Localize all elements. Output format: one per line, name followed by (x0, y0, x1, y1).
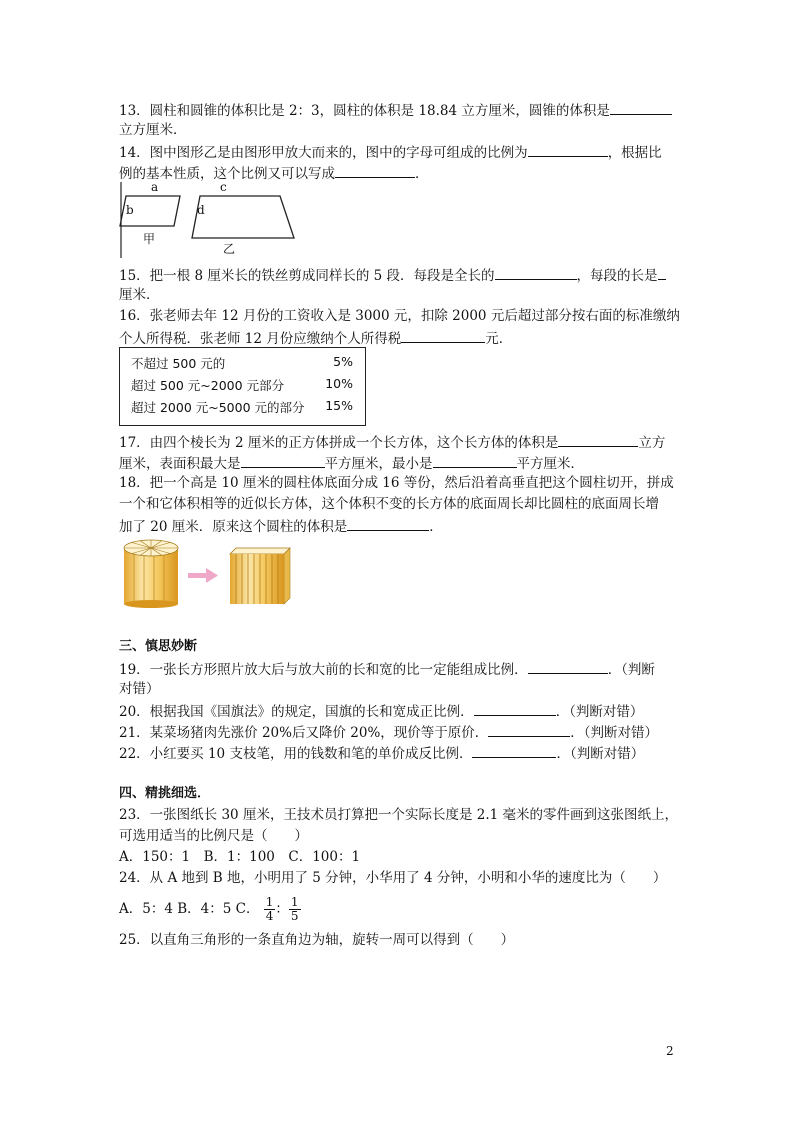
cylinder-icon (124, 540, 178, 608)
q22-line: 22．小红要买 10 支枝笔，用的钱数和笔的单价成反比例． ．（判断对错） (119, 743, 644, 763)
q14-figure (118, 180, 318, 260)
q16-tax-blank[interactable] (401, 328, 485, 343)
fraction-one-quarter: $\frac{1}{4}$ (265, 895, 274, 923)
q15-line1: 15．把一根 8 厘米长的铁丝剪成同样长的 5 段．每段是全长的 ，每段的长是 (119, 265, 666, 285)
q17-max-area-blank[interactable] (241, 453, 325, 468)
label-d: d (197, 203, 205, 217)
q14-line2: 例的基本性质，这个比例又可以写成 ． (119, 163, 429, 183)
q25-line1: 25．以直角三角形的一条直角边为轴，旋转一周可以得到（ ） (119, 932, 515, 948)
q15-length-blank[interactable] (658, 265, 666, 280)
q17-line1: 17．由四个棱长为 2 厘米的正方体拼成一个长方体，这个长方体的体积是 立方 (119, 432, 665, 452)
q23-options: A．150：1 B．1：100 C．100：1 (119, 849, 361, 865)
section-4-title: 四、精挑细选． (119, 786, 211, 801)
q20-line: 20．根据我国《国旗法》的规定，国旗的长和宽成正比例． ．（判断对错） (119, 701, 643, 721)
label-jia: 甲 (143, 232, 156, 246)
q21-judge-blank[interactable] (488, 722, 570, 737)
tax-row: 超过 2000 元~5000 元的部分 15% (131, 398, 353, 415)
fraction-one-fifth: $\frac{1}{5}$ (290, 895, 299, 923)
q16-line1: 16．张老师去年 12 月份的工资收入是 3000 元，扣除 2000 元后超过部分按右面的标准缴纳 (119, 308, 680, 324)
q19-judge-blank[interactable] (528, 659, 608, 674)
q15-fraction-blank[interactable] (495, 265, 577, 280)
cuboid-icon (230, 548, 290, 604)
label-c: c (220, 180, 227, 194)
label-yi: 乙 (223, 242, 236, 256)
q19-line1: 19．一张长方形照片放大后与放大前的长和宽的比一定能组成比例． ．（判断 (119, 659, 655, 679)
q13-answer-blank[interactable] (610, 100, 672, 115)
q18-line2: 一个和它体积相等的近似长方体，这个体积不变的长方体的底面周长却比圆柱的底面周长增 (119, 496, 659, 512)
q14-rewrite-blank[interactable] (335, 163, 415, 178)
q15-line2: 厘米． (119, 287, 160, 303)
q17-min-area-blank[interactable] (433, 453, 517, 468)
q22-judge-blank[interactable] (472, 743, 556, 758)
q17-volume-blank[interactable] (558, 432, 638, 447)
q20-judge-blank[interactable] (474, 701, 556, 716)
label-b: b (126, 203, 134, 217)
right-arrow-icon (188, 568, 218, 583)
q13-line1: 13．圆柱和圆锥的体积比是 2：3，圆柱的体积是 18.84 立方厘米，圆锥的体积是 (119, 100, 672, 120)
q19-line2: 对错） (119, 681, 160, 697)
tax-rate-table (119, 347, 366, 426)
q14-line1: 14．图中图形乙是由图形甲放大而来的，图中的字母可组成的比例为 ，根据比 (119, 142, 662, 162)
q16-line2: 个人所得税．张老师 12 月份应缴纳个人所得税 元． (119, 328, 512, 348)
q23-line1: 23．一张图纸长 30 厘米，王技术员打算把一个实际长度是 2.1 毫米的零件画到这张图纸上， (119, 807, 678, 823)
q18-volume-blank[interactable] (347, 516, 429, 531)
tax-row: 超过 500 元~2000 元部分 10% (131, 376, 353, 393)
q18-line3: 加了 20 厘米．原来这个圆柱的体积是 ． (119, 516, 443, 536)
q13-line2: 立方厘米． (119, 122, 187, 138)
cylinder-to-cuboid-figure (118, 536, 298, 610)
tax-row: 不超过 500 元的 5% (131, 354, 353, 371)
q23-line2: 可选用适当的比例尺是（ ） (119, 828, 308, 844)
q21-line: 21．某菜场猪肉先涨价 20%后又降价 20%，现价等于原价． ．（判断对错） (119, 722, 658, 742)
q24-line1: 24．从 A 地到 B 地，小明用了 5 分钟，小华用了 4 分钟，小明和小华的速度比为（ ） (119, 870, 667, 886)
q18-line1: 18．把一个高是 10 厘米的圆柱体底面分成 16 等份，然后沿着高垂直把这个圆柱切开，拼成 (119, 475, 674, 491)
q14-proportion-blank[interactable] (528, 142, 608, 157)
q17-line2: 厘米，表面积最大是 平方厘米，最小是 平方厘米． (119, 453, 584, 473)
label-a: a (151, 180, 159, 194)
q24-options: A．5：4 B．4：5 C． $\frac{1}{4}$ ： $\frac{1}{5}$ (119, 895, 299, 923)
shape-yi (192, 196, 294, 238)
page-number: 2 (666, 1044, 674, 1058)
section-3-title: 三、慎思妙断 (119, 639, 198, 654)
